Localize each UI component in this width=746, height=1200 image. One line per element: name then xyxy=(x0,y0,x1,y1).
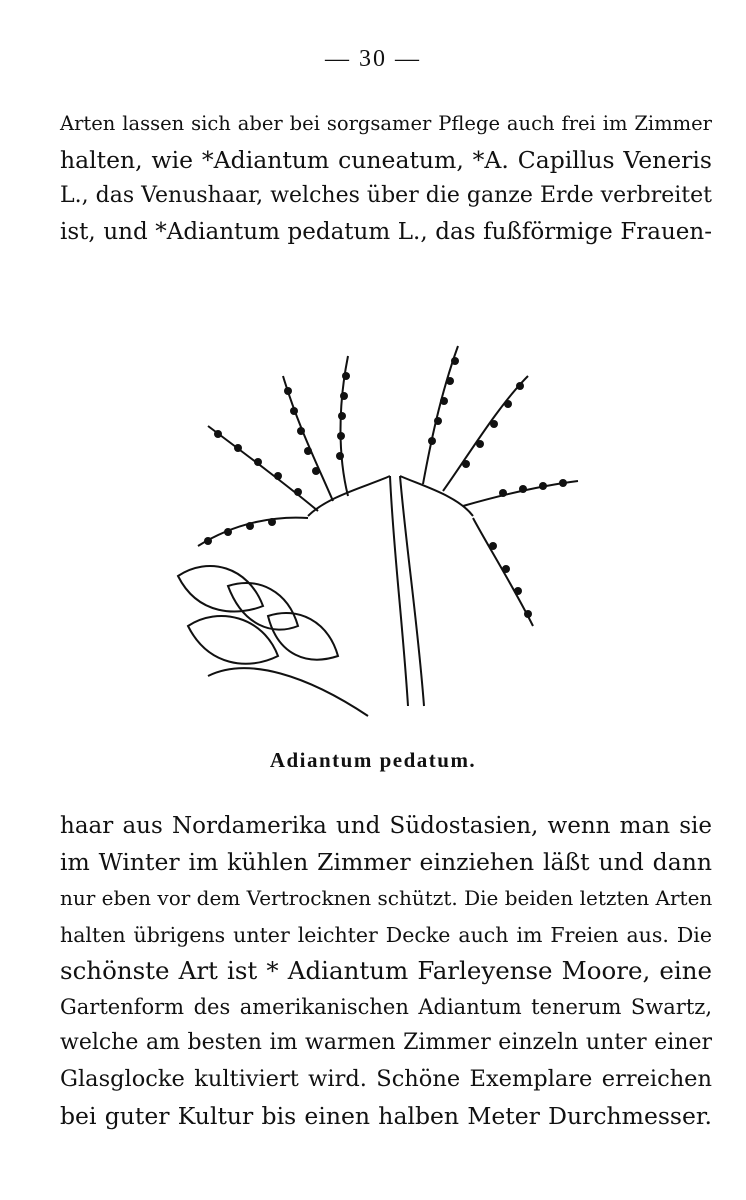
text-line: halten übrigens unter leichter Decke auch im Freien aus. Die xyxy=(60,922,712,947)
text-line: halten, wie *Adiantum cuneatum, *A. Capillus Veneris xyxy=(60,146,712,174)
text-line: haar aus Nordamerika und Südostasien, wenn man sie xyxy=(60,813,712,839)
top-paragraph xyxy=(60,106,712,250)
text-line: Arten lassen sich aber bei sorgsamer Pflege auch frei im Zimmer xyxy=(60,112,712,135)
bottom-paragraph xyxy=(60,808,712,1134)
figure-caption: Adiantum pedatum. xyxy=(269,748,477,772)
page-number: — 30 — xyxy=(325,46,421,72)
text-line: nur eben vor dem Vertrocknen schützt. Die beiden letzten Arten xyxy=(60,886,713,911)
text-line: Glasglocke kultiviert wird. Schöne Exemplare erreichen xyxy=(60,1066,712,1093)
text-line: L., das Venushaar, welches über die ganze Erde verbreitet xyxy=(60,183,712,208)
text-line: im Winter im kühlen Zimmer einziehen läßt und dann xyxy=(60,848,712,877)
text-line: bei guter Kultur bis einen halben Meter Durchmesser. xyxy=(60,1101,712,1130)
text-line: schönste Art ist * Adiantum Farleyense Moore, eine xyxy=(60,955,712,985)
text-line: ist, und *Adiantum pedatum L., das fußförmige Frauen- xyxy=(60,219,712,245)
fern-drawing xyxy=(168,286,608,734)
fern-illustration xyxy=(168,286,608,734)
text-line: Gartenform des amerikanischen Adiantum tenerum Swartz, xyxy=(60,995,712,1020)
text-line: welche am besten im warmen Zimmer einzeln unter einer xyxy=(60,1030,712,1056)
